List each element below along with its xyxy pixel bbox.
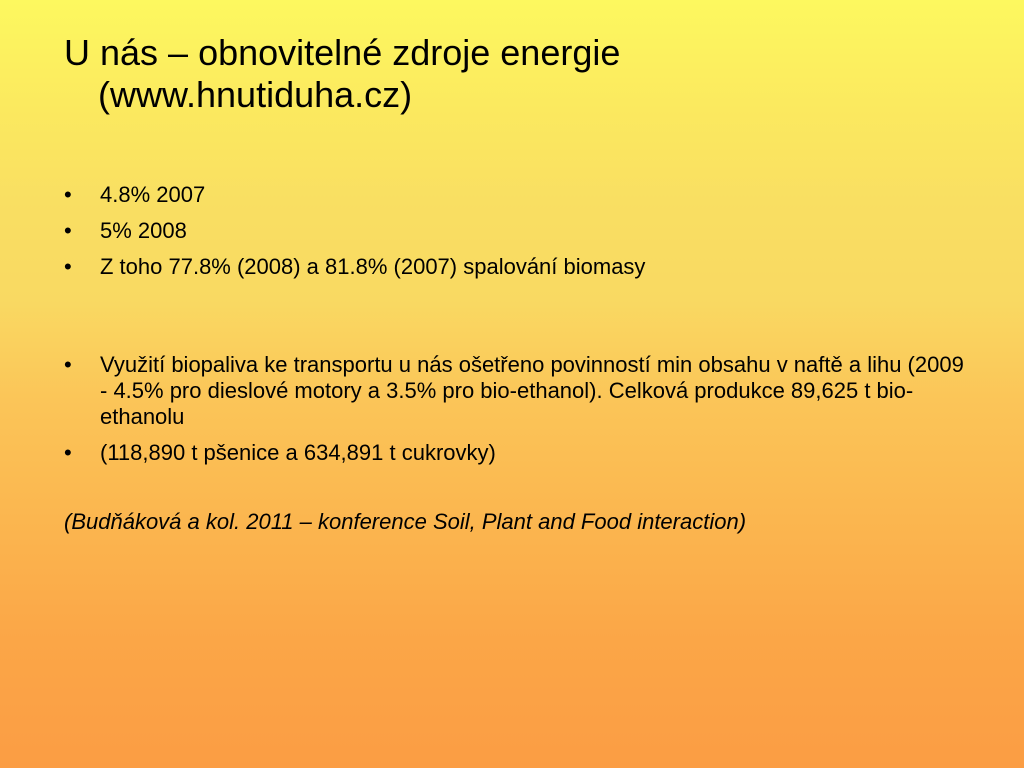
list-item: [64, 254, 964, 280]
bullet-icon: •: [64, 254, 72, 279]
list-item-text: 5% 2008: [100, 218, 187, 243]
list-item: [64, 182, 964, 208]
bullet-list-biofuel: [64, 352, 964, 476]
list-item-text: (118,890 t pšenice a 634,891 t cukrovky): [100, 440, 496, 465]
list-item: [64, 352, 964, 430]
title-line-2: (www.hnutiduha.cz): [98, 74, 413, 115]
bullet-list-stats: [64, 182, 964, 290]
list-item-text: 4.8% 2007: [100, 182, 206, 207]
list-item: [64, 218, 964, 244]
title-line-1: U nás – obnovitelné zdroje energie: [64, 32, 621, 73]
bullet-icon: •: [64, 352, 72, 377]
citation: (Budňáková a kol. 2011 – konference Soil, Plant and Food interaction): [64, 509, 747, 534]
list-item: [64, 440, 964, 466]
bullet-icon: •: [64, 218, 72, 243]
bullet-icon: •: [64, 440, 72, 465]
bullet-icon: •: [64, 182, 72, 207]
list-item-text: Z toho 77.8% (2008) a 81.8% (2007) spalování biomasy: [100, 254, 646, 279]
slide-title: [64, 32, 964, 116]
list-item-text: Využití biopaliva ke transportu u nás ošetřeno povinností min obsahu v naftě a lihu (2009 - 4.5% pro dieslové motory a 3.5% pro bio-ethanol). Celková produkce 89,625 t bio-ethanolu: [100, 352, 964, 429]
